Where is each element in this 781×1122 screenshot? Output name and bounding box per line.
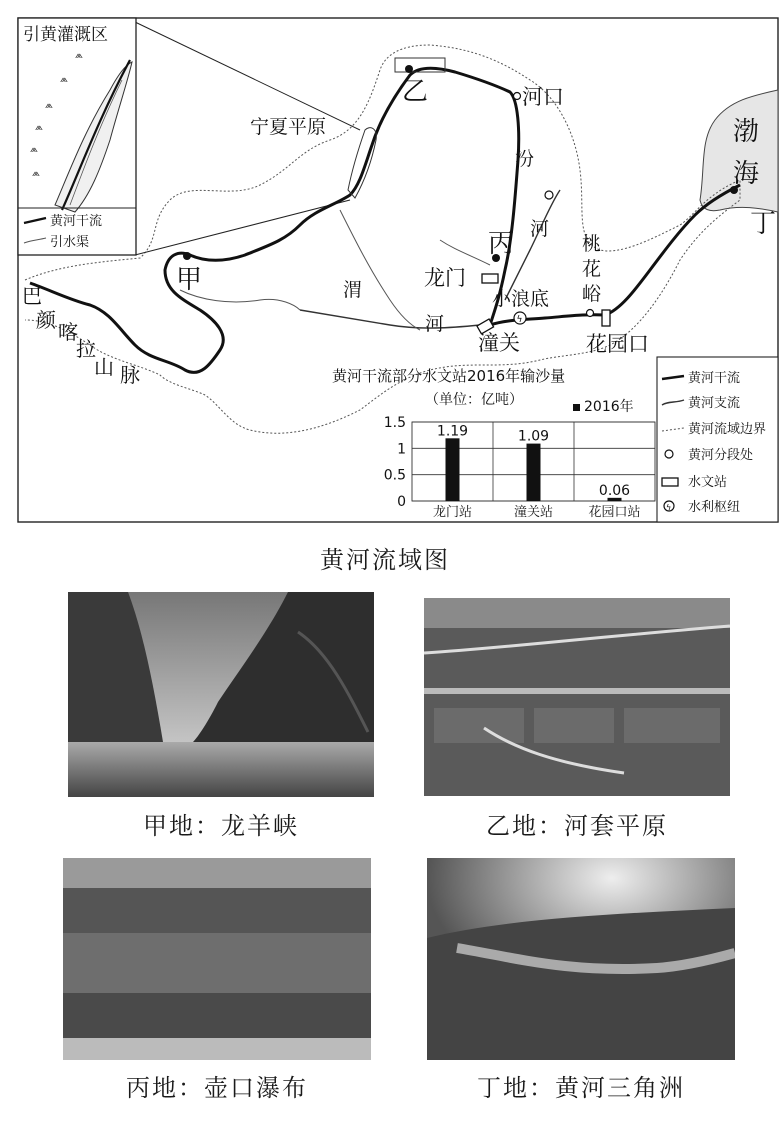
inset-title: 引黄灌溉区 bbox=[23, 25, 108, 45]
label-bayan-4: 拉 bbox=[76, 337, 96, 361]
label-wei-2: 河 bbox=[425, 313, 445, 335]
chart-category-label: 花园口站 bbox=[588, 505, 641, 520]
svg-text:⩕: ⩕ bbox=[75, 50, 83, 61]
ningxia-inset bbox=[18, 18, 136, 255]
photo-hetao-plain bbox=[424, 598, 730, 796]
svg-text:⩕: ⩕ bbox=[30, 144, 38, 155]
label-huayuankou: 花园口 bbox=[586, 332, 649, 356]
label-bayan-3: 喀 bbox=[58, 320, 78, 344]
label-taohuayu-1: 桃 bbox=[582, 233, 602, 255]
ningxia-plain bbox=[348, 128, 376, 198]
label-bayan-1: 巴 bbox=[22, 284, 42, 308]
chart-value-label: 0.06 bbox=[598, 482, 631, 499]
label-taohuayu-3: 峪 bbox=[582, 283, 602, 305]
wei-river bbox=[300, 310, 480, 328]
chart-ytick-label: 1 bbox=[397, 441, 406, 458]
chart-subtitle: （单位：亿吨） bbox=[425, 392, 523, 408]
label-yi: 乙 bbox=[402, 77, 429, 107]
map-legend bbox=[657, 357, 778, 522]
chart-category-label: 龙门站 bbox=[432, 505, 473, 520]
label-bing: 丙 bbox=[488, 229, 515, 259]
label-fen-1: 汾 bbox=[515, 148, 535, 170]
figure-caption: 黄河流域图 bbox=[320, 546, 450, 574]
dam-glyph: ϟ bbox=[516, 315, 523, 325]
legend-segment-point: 黄河分段处 bbox=[688, 448, 754, 463]
svg-text:⩕: ⩕ bbox=[60, 74, 68, 85]
label-tongguan: 潼关 bbox=[478, 331, 520, 355]
label-bohai-2: 海 bbox=[733, 159, 760, 189]
caption-ding: 丁地：黄河三角洲 bbox=[477, 1074, 685, 1102]
jia-point bbox=[183, 252, 191, 260]
segment-point-taohuayu bbox=[587, 310, 594, 317]
yellow-river-basin-map bbox=[0, 0, 781, 530]
caption-jia: 甲地：龙羊峡 bbox=[143, 812, 299, 840]
legend-tributary: 黄河支流 bbox=[688, 396, 741, 411]
legend-mainstream: 黄河干流 bbox=[688, 371, 741, 386]
chart-title: 黄河干流部分水文站2016年输沙量 bbox=[332, 367, 566, 385]
label-jia: 甲 bbox=[176, 265, 203, 295]
station-huayuankou bbox=[602, 310, 610, 326]
inset-legend-main: 黄河干流 bbox=[50, 214, 103, 229]
chart-ytick-label: 1.5 bbox=[383, 415, 406, 431]
tributary-a bbox=[340, 210, 420, 330]
sediment-chart bbox=[332, 367, 655, 520]
yi-point bbox=[405, 65, 413, 73]
chart-ytick-label: 0 bbox=[397, 494, 406, 510]
chart-bar bbox=[446, 438, 460, 501]
legend-boundary: 黄河流域边界 bbox=[688, 422, 767, 437]
legend-station: 水文站 bbox=[688, 475, 728, 490]
inset-connector-top bbox=[135, 22, 360, 130]
label-bayan-6: 脉 bbox=[120, 363, 140, 387]
chart-value-label: 1.09 bbox=[517, 428, 550, 445]
segment-point-hekou bbox=[514, 93, 521, 100]
chart-ytick-label: 0.5 bbox=[383, 467, 406, 484]
bohai-sea bbox=[700, 90, 778, 212]
inset-legend-canal: 引水渠 bbox=[50, 235, 90, 250]
label-bohai-1: 渤 bbox=[733, 117, 760, 147]
label-longmen: 龙门 bbox=[424, 266, 466, 290]
svg-text:ϟ: ϟ bbox=[666, 503, 672, 512]
label-bayan-2: 颜 bbox=[36, 308, 56, 332]
chart-bar bbox=[527, 444, 541, 501]
legend-hydro-project: 水利枢纽 bbox=[688, 500, 741, 515]
photo-longyangxia bbox=[68, 592, 374, 797]
chart-value-label: 1.19 bbox=[436, 423, 469, 440]
label-ding: 丁 bbox=[750, 209, 777, 239]
label-taohuayu-2: 花 bbox=[582, 258, 602, 280]
svg-text:⩕: ⩕ bbox=[35, 122, 43, 133]
label-xiaolangdi: 小浪底 bbox=[492, 288, 550, 310]
tributary-c bbox=[440, 240, 490, 265]
svg-text:⩕: ⩕ bbox=[32, 168, 40, 179]
caption-yi: 乙地：河套平原 bbox=[486, 812, 668, 840]
station-longmen bbox=[482, 274, 498, 283]
svg-text:⩕: ⩕ bbox=[45, 100, 53, 111]
caption-bing: 丙地：壶口瀑布 bbox=[126, 1074, 308, 1102]
label-hekou: 河口 bbox=[522, 85, 564, 109]
fen-mouth-circle bbox=[545, 191, 553, 199]
chart-category-label: 潼关站 bbox=[513, 505, 554, 520]
photo-yellow-river-delta bbox=[427, 858, 735, 1060]
photo-hukou-waterfall bbox=[63, 858, 371, 1060]
chart-legend-label: 2016年 bbox=[584, 399, 634, 415]
label-ningxia: 宁夏平原 bbox=[250, 116, 327, 138]
label-bayan-5: 山 bbox=[94, 355, 114, 379]
label-wei-1: 渭 bbox=[343, 279, 363, 301]
inset-connector-bottom bbox=[135, 200, 350, 255]
label-fen-2: 河 bbox=[530, 218, 550, 240]
chart-plot-area bbox=[384, 415, 655, 520]
chart-legend-swatch bbox=[573, 404, 580, 411]
